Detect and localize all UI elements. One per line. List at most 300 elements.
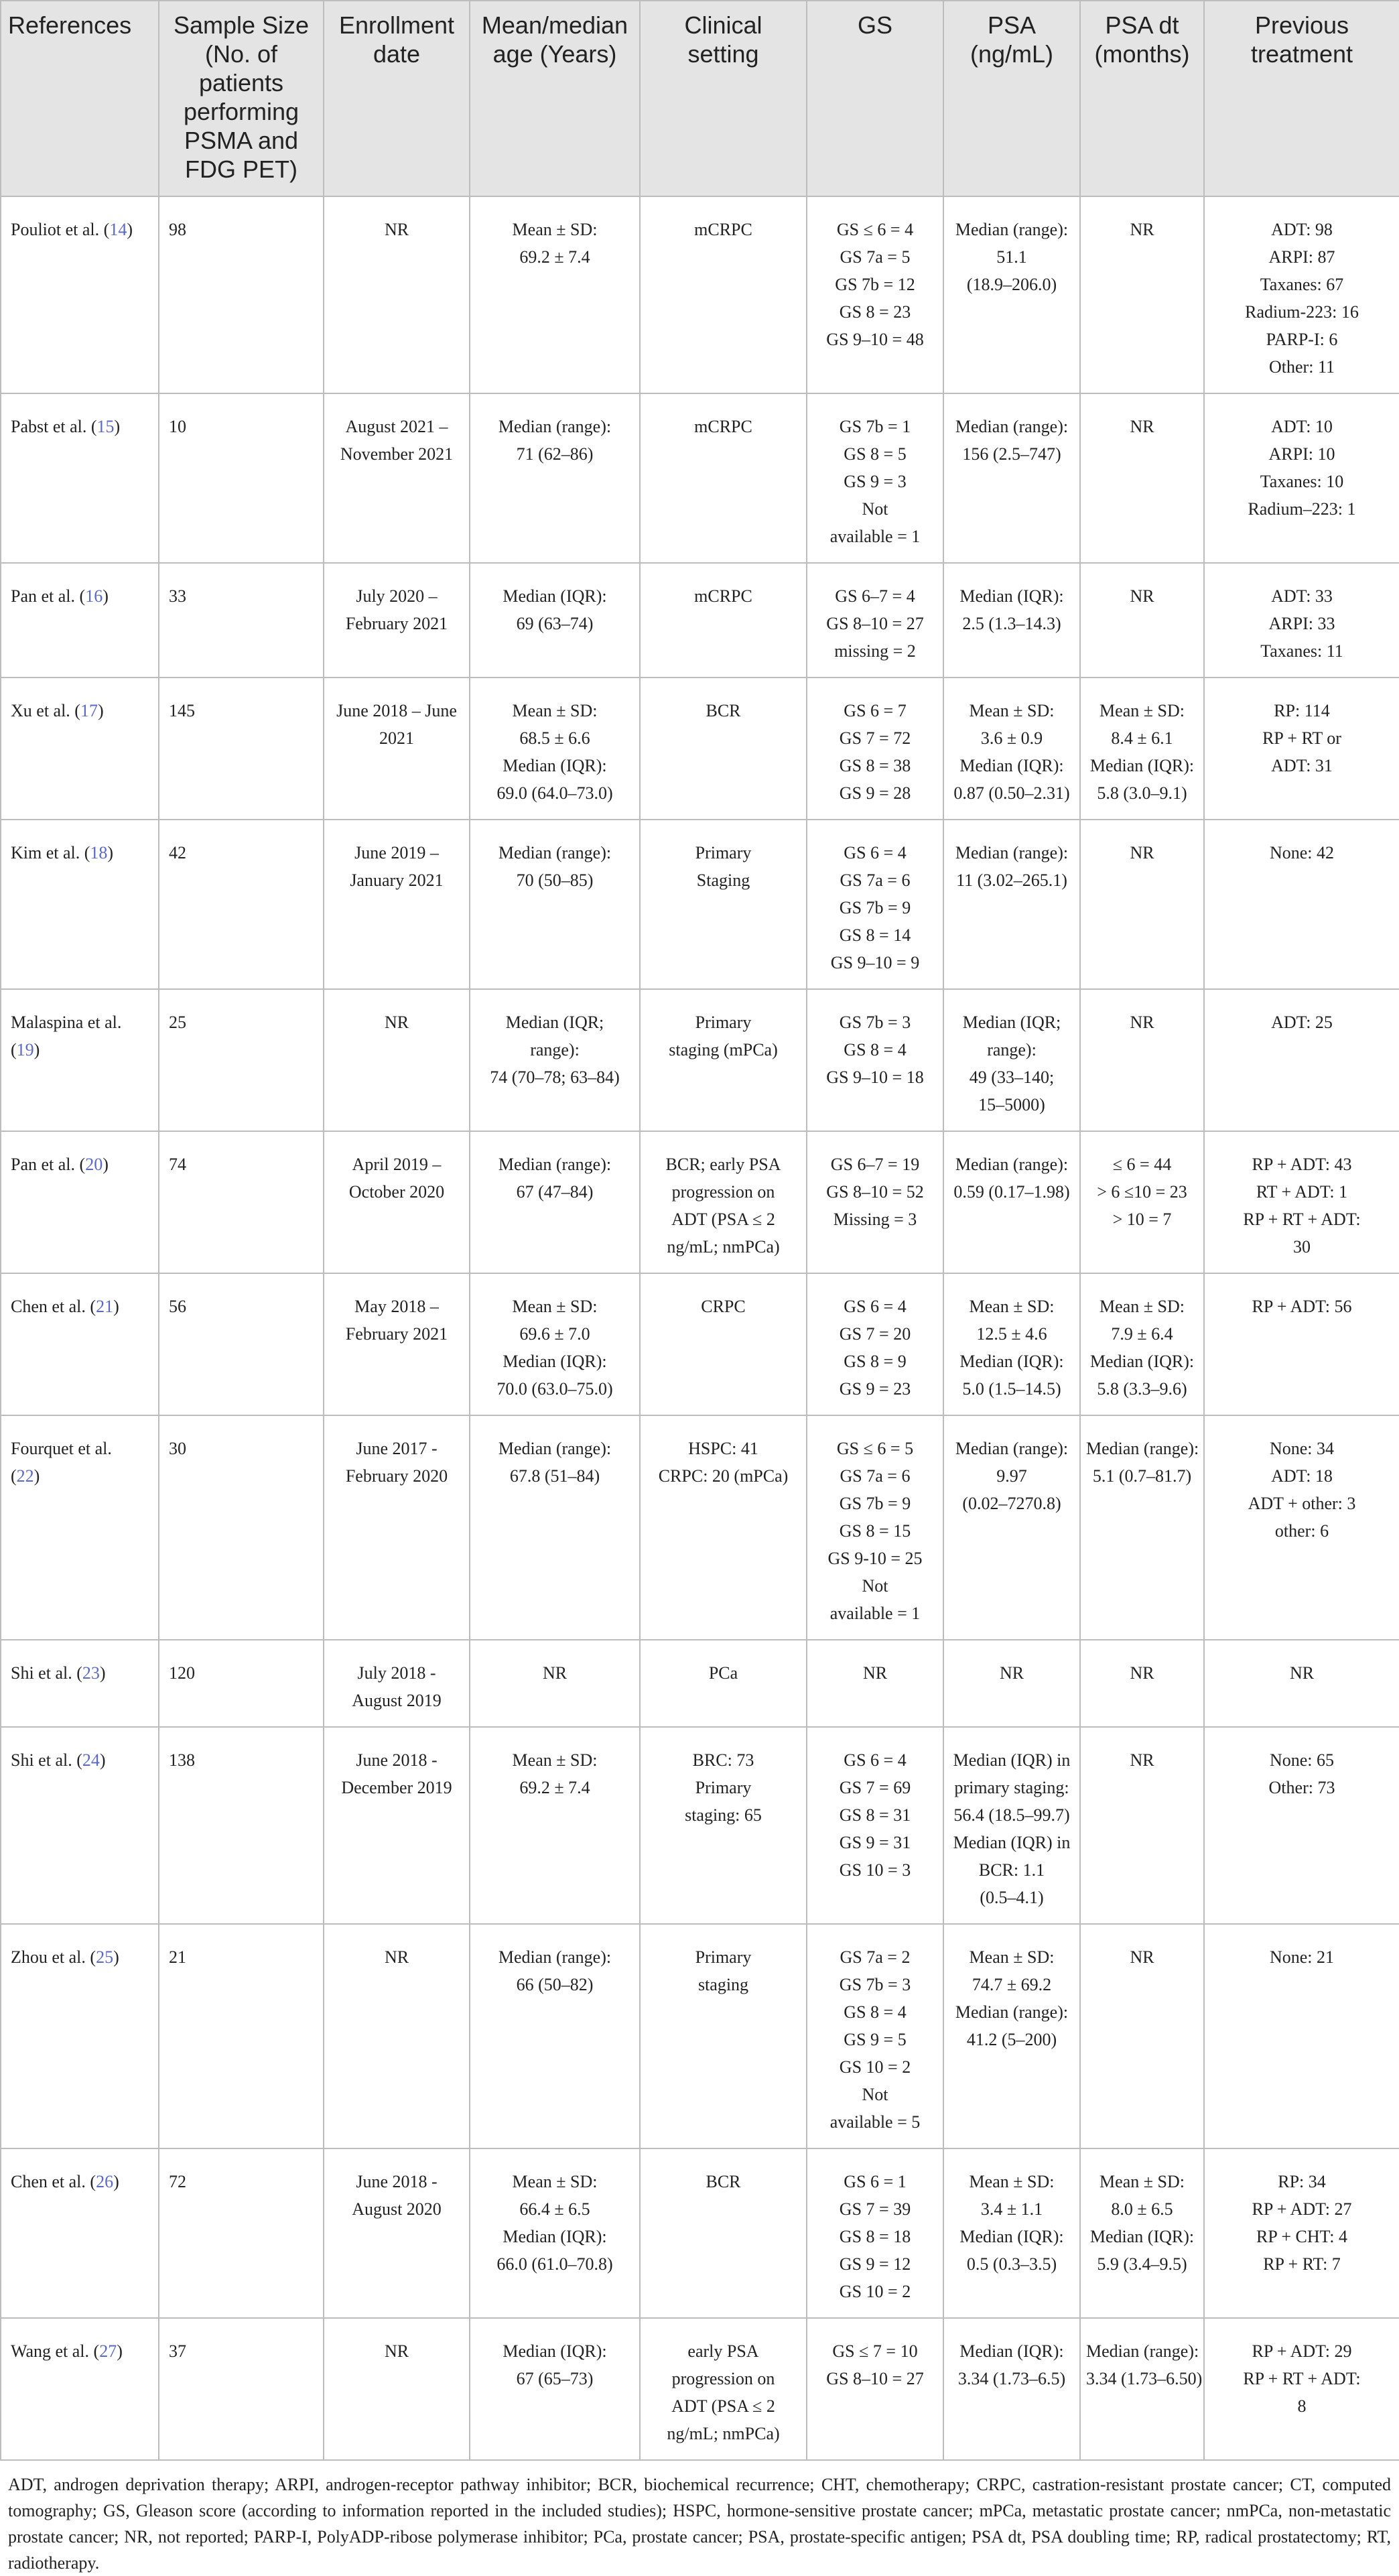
cell-text: NR — [1130, 220, 1154, 239]
reference-author: Chen et al. ( — [11, 2172, 96, 2191]
cell-text: NR — [1130, 1013, 1154, 1032]
cell-text: Median (range): — [498, 1947, 612, 1967]
cell-text: CRPC: 20 (mPCa) — [658, 1466, 789, 1486]
previous-treatment-cell — [1204, 820, 1399, 989]
cell-text: RP + RT or — [1262, 728, 1341, 748]
table-row — [1, 1727, 1399, 1924]
reference-link[interactable]: 16 — [85, 586, 103, 606]
cell-text: Median (range): — [955, 2002, 1069, 2022]
enrollment-date-cell — [324, 1727, 470, 1924]
psa-dt-cell — [1080, 1131, 1204, 1273]
cell-text: staging (mPCa) — [669, 1040, 778, 1059]
reference-link[interactable]: 26 — [96, 2172, 114, 2191]
reference-link[interactable]: 14 — [109, 220, 127, 239]
cell-text: GS 8 = 4 — [844, 1040, 907, 1059]
column-header-clinical-setting — [640, 1, 807, 196]
cell-text: 67.8 (51–84) — [509, 1466, 600, 1486]
gleason-score-cell — [807, 393, 943, 563]
cell-text: 71 (62–86) — [516, 444, 594, 464]
cell-text: Mean ± SD: — [1100, 1297, 1185, 1316]
cell-text: July 2018 - — [357, 1663, 436, 1683]
psa-cell — [943, 196, 1080, 393]
cell-text: Median (IQR): — [503, 2341, 607, 2361]
cell-text: Primary — [695, 1947, 752, 1967]
cell-text: NR — [1130, 1663, 1154, 1683]
header-line: setting — [687, 40, 759, 68]
cell-text: NR — [1289, 1663, 1315, 1683]
header-line: Clinical — [684, 11, 762, 39]
reference-cell — [1, 196, 159, 393]
psa-dt-cell — [1080, 2148, 1204, 2318]
cell-text: GS 8 = 4 — [844, 2002, 907, 2022]
enrollment-date-cell — [324, 2148, 470, 2318]
cell-text: 5.9 (3.4–9.5) — [1097, 2254, 1187, 2274]
sample-size-cell — [159, 2148, 324, 2318]
sample-size-cell — [159, 2318, 324, 2460]
sample-size-cell — [159, 678, 324, 820]
cell-text: ng/mL; nmPCa) — [667, 2424, 780, 2443]
cell-text: 156 (2.5–747) — [962, 444, 1061, 464]
cell-text: Taxanes: 10 — [1260, 472, 1344, 491]
cell-text: 145 — [169, 701, 195, 720]
clinical-setting-cell — [640, 393, 807, 563]
reference-link[interactable]: 18 — [90, 843, 108, 862]
cell-text: July 2020 – — [356, 586, 438, 606]
cell-text: ADT: 33 — [1271, 586, 1333, 606]
table-row — [1, 1131, 1399, 1273]
cell-text: GS 8 = 38 — [839, 756, 911, 775]
cell-text: February 2021 — [345, 614, 448, 633]
header-line: (months) — [1094, 40, 1190, 68]
cell-text: Median (range): — [498, 417, 612, 436]
cell-text: GS 8 = 5 — [844, 444, 907, 464]
cell-text: Not — [862, 1576, 888, 1596]
cell-text: 51.1 — [996, 247, 1027, 267]
cell-text: Mean ± SD: — [512, 220, 598, 239]
reference-link[interactable]: 27 — [99, 2341, 117, 2361]
age-cell — [470, 1727, 640, 1924]
previous-treatment-cell — [1204, 393, 1399, 563]
age-cell — [470, 563, 640, 678]
cell-text: 69.2 ± 7.4 — [519, 1778, 590, 1797]
cell-text: RT + ADT: 1 — [1256, 1182, 1348, 1202]
reference-link[interactable]: 21 — [96, 1297, 114, 1316]
reference-cell — [1, 1924, 159, 2148]
reference-author: Zhou et al. ( — [11, 1947, 96, 1967]
clinical-setting-cell — [640, 196, 807, 393]
cell-text: 2021 — [379, 728, 414, 748]
reference-paren: ) — [103, 1155, 109, 1174]
table-row — [1, 1273, 1399, 1415]
cell-text: 69.6 ± 7.0 — [519, 1324, 590, 1344]
header-line: treatment — [1250, 40, 1353, 68]
cell-text: Radium–223: 1 — [1248, 499, 1356, 519]
reference-author: Chen et al. ( — [11, 1297, 96, 1316]
cell-text: GS 10 = 2 — [839, 2057, 911, 2077]
header-line: Mean/median — [481, 11, 628, 39]
enrollment-date-cell — [324, 1131, 470, 1273]
enrollment-date-cell — [324, 1273, 470, 1415]
cell-text: Not — [862, 499, 888, 519]
cell-text: ADT: 25 — [1271, 1013, 1333, 1032]
reference-link[interactable]: 19 — [16, 1040, 34, 1059]
cell-text: Median (IQR): — [959, 2227, 1064, 2246]
cell-text: Radium-223: 16 — [1245, 302, 1359, 322]
cell-text: June 2018 – June — [336, 701, 457, 720]
previous-treatment-cell — [1204, 1924, 1399, 2148]
cell-text: Other: 11 — [1269, 357, 1335, 377]
cell-text: BCR — [706, 701, 741, 720]
psa-cell — [943, 2318, 1080, 2460]
cell-text: CRPC — [701, 1297, 746, 1316]
cell-text: ng/mL; nmPCa) — [667, 1237, 780, 1257]
cell-text: ADT: 10 — [1271, 417, 1333, 436]
cell-text: ADT (PSA ≤ 2 — [671, 2396, 775, 2416]
cell-text: Staging — [696, 871, 750, 890]
clinical-setting-cell — [640, 2148, 807, 2318]
cell-text: Median (range): — [498, 1439, 612, 1458]
cell-text: Median (IQR): — [503, 1352, 607, 1371]
cell-text: missing = 2 — [834, 641, 916, 661]
cell-text: GS 7b = 9 — [839, 898, 911, 917]
cell-text: (0.02–7270.8) — [962, 1494, 1061, 1513]
cell-text: GS 9-10 = 25 — [827, 1549, 923, 1568]
cell-text: GS 7a = 2 — [840, 1947, 911, 1967]
sample-size-cell — [159, 1924, 324, 2148]
reference-link[interactable]: 22 — [16, 1466, 34, 1486]
enrollment-date-cell — [324, 1924, 470, 2148]
cell-text: June 2017 - — [356, 1439, 438, 1458]
previous-treatment-cell — [1204, 1131, 1399, 1273]
reference-link[interactable]: 20 — [85, 1155, 103, 1174]
cell-text: NR — [999, 1663, 1024, 1683]
cell-text: range): — [530, 1040, 580, 1059]
header-line: patients — [198, 69, 284, 96]
column-header-previous-treatment — [1204, 1, 1399, 196]
cell-text: 3.34 (1.73–6.5) — [957, 2369, 1066, 2388]
cell-text: Median (IQR): — [1089, 1352, 1195, 1371]
gleason-score-cell — [807, 678, 943, 820]
sample-size-cell — [159, 563, 324, 678]
header-line: Enrollment — [338, 11, 455, 39]
cell-text: ARPI: 10 — [1268, 444, 1335, 464]
gleason-score-cell — [807, 196, 943, 393]
cell-text: Median (IQR) in — [953, 1833, 1071, 1852]
cell-text: Taxanes: 11 — [1260, 641, 1343, 661]
cell-text: 10 — [169, 417, 186, 436]
cell-text: NR — [1130, 1947, 1154, 1967]
cell-text: 68.5 ± 6.6 — [519, 728, 590, 748]
cell-text: GS 7b = 9 — [839, 1494, 911, 1513]
cell-text: 0.5 (0.3–3.5) — [966, 2254, 1057, 2274]
column-header-psa — [943, 1, 1080, 196]
cell-text: available = 5 — [829, 2112, 921, 2132]
cell-text: Median (IQR): — [1089, 756, 1195, 775]
reference-link[interactable]: 17 — [80, 701, 98, 720]
reference-paren: ) — [127, 220, 133, 239]
reference-link[interactable]: 15 — [96, 417, 115, 436]
enrollment-date-cell — [324, 563, 470, 678]
cell-text: 25 — [169, 1013, 186, 1032]
reference-cell — [1, 2148, 159, 2318]
cell-text: 9.97 — [996, 1466, 1027, 1486]
cell-text: Missing = 3 — [833, 1210, 917, 1229]
reference-author: Xu et al. ( — [11, 701, 80, 720]
cell-text: mCRPC — [694, 220, 752, 239]
cell-text: available = 1 — [829, 1604, 921, 1623]
enrollment-date-cell — [324, 820, 470, 989]
reference-paren: ) — [117, 2341, 123, 2361]
gleason-score-cell — [807, 1640, 943, 1727]
cell-text: GS 6 = 4 — [844, 1750, 907, 1770]
cell-text: 8 — [1297, 2396, 1307, 2416]
cell-text: May 2018 – — [354, 1297, 439, 1316]
psa-cell — [943, 989, 1080, 1131]
age-cell — [470, 196, 640, 393]
table-footnote: ADT, androgen deprivation therapy; ARPI, androgen-receptor pathway inhibitor; BCR, biochemical recurrence; CHT, chemotherapy; CRPC, castration-resistant prostate cancer; CT, computed tomography; GS, Gleason score (according to information reported in the included studies); HSPC, hormone-sensitive prostate cancer; mPCa, metastatic prostate cancer; nmPCa, non-metastatic prostate cancer; NR, not reported; PARP-I, PolyADP-ribose polymerase inhibitor; PCa, prostate cancer; PSA, prostate-specific antigen; PSA dt, PSA doubling time; RP, radical prostatectomy; RT, radiotherapy. — [8, 2475, 1391, 2573]
cell-text: 30 — [1293, 1237, 1311, 1257]
cell-text: June 2018 - — [356, 2172, 438, 2191]
cell-text: Median (range): — [955, 843, 1069, 862]
reference-cell — [1, 820, 159, 989]
reference-cell — [1, 678, 159, 820]
enrollment-date-cell — [324, 678, 470, 820]
cell-text: None: 65 — [1269, 1750, 1335, 1770]
cell-text: 67 (65–73) — [516, 2369, 594, 2388]
cell-text: Median (range): — [955, 1155, 1069, 1174]
cell-text: RP + ADT: 29 — [1252, 2341, 1352, 2361]
reference-author: Shi et al. ( — [11, 1663, 82, 1683]
reference-cell — [1, 989, 159, 1131]
cell-text: GS 9 = 5 — [844, 2030, 907, 2049]
psa-cell — [943, 1131, 1080, 1273]
cell-text: Median (range): — [498, 843, 612, 862]
header-line: Sample Size — [173, 11, 310, 39]
cell-text: August 2019 — [352, 1691, 442, 1710]
cell-text: RP + ADT: 43 — [1252, 1155, 1352, 1174]
cell-text: NR — [384, 1947, 409, 1967]
cell-text: Median (IQR): — [959, 2341, 1064, 2361]
cell-text: GS 9–10 = 18 — [826, 1068, 924, 1087]
cell-text: RP: 114 — [1274, 701, 1330, 720]
gleason-score-cell — [807, 1131, 943, 1273]
cell-text: GS 6 = 1 — [844, 2172, 907, 2191]
cell-text: GS 8 = 9 — [844, 1352, 907, 1371]
age-cell — [470, 1273, 640, 1415]
cell-text: Mean ± SD: — [512, 1297, 598, 1316]
reference-link[interactable]: 25 — [96, 1947, 114, 1967]
psa-cell — [943, 1415, 1080, 1640]
cell-text: GS 8–10 = 27 — [826, 614, 924, 633]
cell-text: 66.4 ± 6.5 — [519, 2199, 590, 2219]
previous-treatment-cell — [1204, 196, 1399, 393]
reference-paren: ) — [97, 701, 104, 720]
psa-dt-cell — [1080, 678, 1204, 820]
cell-text: GS 7b = 1 — [839, 417, 911, 436]
age-cell — [470, 1131, 640, 1273]
cell-text: GS 7a = 6 — [840, 871, 911, 890]
reference-paren: ) — [103, 586, 109, 606]
age-cell — [470, 1640, 640, 1727]
psa-dt-cell — [1080, 196, 1204, 393]
clinical-setting-cell — [640, 2318, 807, 2460]
cell-text: GS 7 = 39 — [839, 2199, 911, 2219]
table-body — [1, 196, 1399, 2460]
cell-text: 70.0 (63.0–75.0) — [496, 1379, 613, 1399]
cell-text: GS 7 = 72 — [839, 728, 911, 748]
header-line: Previous — [1254, 11, 1349, 39]
reference-link[interactable]: 24 — [82, 1750, 100, 1770]
cell-text: 74 — [169, 1155, 186, 1174]
cell-text: 2.5 (1.3–14.3) — [962, 614, 1061, 633]
cell-text: Mean ± SD: — [1100, 2172, 1185, 2191]
cell-text: 8.4 ± 6.1 — [1111, 728, 1173, 748]
header-line: date — [373, 40, 421, 68]
cell-text: GS 6–7 = 19 — [830, 1155, 920, 1174]
cell-text: 5.0 (1.5–14.5) — [962, 1379, 1061, 1399]
reference-cell — [1, 1273, 159, 1415]
reference-paren: ) — [107, 843, 114, 862]
psa-dt-cell — [1080, 1924, 1204, 2148]
cell-text: April 2019 – — [352, 1155, 442, 1174]
gleason-score-cell — [807, 1727, 943, 1924]
cell-text: GS 8 = 18 — [839, 2227, 911, 2246]
clinical-setting-cell — [640, 989, 807, 1131]
cell-text: 37 — [169, 2341, 186, 2361]
psa-cell — [943, 1640, 1080, 1727]
enrollment-date-cell — [324, 2318, 470, 2460]
header-line: References — [8, 11, 132, 39]
cell-text: February 2020 — [345, 1466, 448, 1486]
cell-text: ARPI: 33 — [1268, 614, 1335, 633]
gleason-score-cell — [807, 563, 943, 678]
previous-treatment-cell — [1204, 1640, 1399, 1727]
cell-text: staging — [697, 1975, 749, 1994]
cell-text: ADT: 31 — [1271, 756, 1333, 775]
previous-treatment-cell — [1204, 1727, 1399, 1924]
gleason-score-cell — [807, 2148, 943, 2318]
cell-text: 12.5 ± 4.6 — [976, 1324, 1047, 1344]
cell-text: 42 — [169, 843, 186, 862]
psa-dt-cell — [1080, 820, 1204, 989]
cell-text: NR — [1130, 586, 1154, 606]
cell-text: progression on — [671, 1182, 775, 1202]
cell-text: None: 21 — [1269, 1947, 1335, 1967]
cell-text: Mean ± SD: — [512, 1750, 598, 1770]
cell-text: NR — [1130, 417, 1154, 436]
cell-text: Median (range): — [1086, 1439, 1199, 1458]
cell-text: PCa — [708, 1663, 738, 1683]
cell-text: GS 6–7 = 4 — [835, 586, 915, 606]
reference-author: Wang et al. ( — [11, 2341, 100, 2361]
header-line: performing — [183, 98, 299, 125]
cell-text: GS 8 = 14 — [839, 925, 911, 945]
psa-cell — [943, 678, 1080, 820]
clinical-setting-cell — [640, 820, 807, 989]
enrollment-date-cell — [324, 393, 470, 563]
cell-text: 3.4 ± 1.1 — [980, 2199, 1043, 2219]
age-cell — [470, 989, 640, 1131]
table-row — [1, 393, 1399, 563]
reference-paren: ) — [113, 2172, 119, 2191]
reference-cell — [1, 563, 159, 678]
cell-text: RP + ADT: 27 — [1252, 2199, 1352, 2219]
reference-author: Malaspina et al. — [11, 1013, 122, 1032]
reference-author: Shi et al. ( — [11, 1750, 82, 1770]
cell-text: > 10 = 7 — [1112, 1210, 1172, 1229]
cell-text: GS 9 = 23 — [839, 1379, 911, 1399]
cell-text: GS 8 = 31 — [839, 1805, 911, 1825]
cell-text: GS 6 = 7 — [844, 701, 907, 720]
cell-text: NR — [384, 1013, 409, 1032]
cell-text: GS 8–10 = 27 — [826, 2369, 924, 2388]
cell-text: ARPI: 87 — [1268, 247, 1335, 267]
cell-text: 74.7 ± 69.2 — [972, 1975, 1052, 1994]
cell-text: Median (IQR; — [505, 1013, 604, 1032]
cell-text: mCRPC — [694, 417, 752, 436]
cell-text: 69.0 (64.0–73.0) — [496, 783, 613, 803]
reference-link[interactable]: 23 — [82, 1663, 100, 1683]
cell-text: Taxanes: 67 — [1260, 275, 1344, 294]
cell-text: Median (IQR): — [1089, 2227, 1195, 2246]
cell-text: December 2019 — [341, 1778, 452, 1797]
cell-text: 70 (50–85) — [516, 871, 594, 890]
cell-text: primary staging: — [954, 1778, 1069, 1797]
cell-text: August 2021 – — [345, 417, 448, 436]
cell-text: Primary — [695, 1013, 752, 1032]
cell-text: None: 42 — [1269, 843, 1335, 862]
cell-text: NR — [862, 1663, 888, 1683]
psa-dt-cell — [1080, 393, 1204, 563]
sample-size-cell — [159, 393, 324, 563]
cell-text: 33 — [169, 586, 186, 606]
cell-text: GS 9–10 = 48 — [826, 330, 924, 349]
cell-text: Other: 73 — [1268, 1778, 1335, 1797]
cell-text: Median (range): — [955, 220, 1069, 239]
table-row — [1, 2148, 1399, 2318]
cell-text: GS 7 = 69 — [839, 1778, 911, 1797]
previous-treatment-cell — [1204, 2148, 1399, 2318]
cell-text: Median (IQR): — [503, 2227, 607, 2246]
cell-text: GS 7a = 5 — [840, 247, 911, 267]
psa-dt-cell — [1080, 2318, 1204, 2460]
cell-text: Median (IQR): — [503, 756, 607, 775]
reference-author: Pouliot et al. ( — [11, 220, 110, 239]
cell-text: 138 — [169, 1750, 195, 1770]
previous-treatment-cell — [1204, 2318, 1399, 2460]
cell-text: progression on — [671, 2369, 775, 2388]
age-cell — [470, 1415, 640, 1640]
cell-text: NR — [1130, 843, 1154, 862]
gleason-score-cell — [807, 1415, 943, 1640]
cell-text: mCRPC — [694, 586, 752, 606]
header-line: GS — [857, 11, 892, 39]
psa-dt-cell — [1080, 1415, 1204, 1640]
psa-dt-cell — [1080, 563, 1204, 678]
previous-treatment-cell — [1204, 989, 1399, 1131]
cell-text: Median (range): — [1086, 2341, 1199, 2361]
psa-cell — [943, 1273, 1080, 1415]
cell-text: ADT (PSA ≤ 2 — [671, 1210, 775, 1229]
psa-cell — [943, 563, 1080, 678]
reference-author: Kim et al. ( — [11, 843, 90, 862]
psa-cell — [943, 1727, 1080, 1924]
cell-text: 15–5000) — [978, 1095, 1045, 1114]
cell-text: GS 10 = 3 — [839, 1860, 911, 1880]
sample-size-cell — [159, 989, 324, 1131]
cell-text: RP + RT: 7 — [1263, 2254, 1341, 2274]
reference-paren: ) — [34, 1040, 40, 1059]
